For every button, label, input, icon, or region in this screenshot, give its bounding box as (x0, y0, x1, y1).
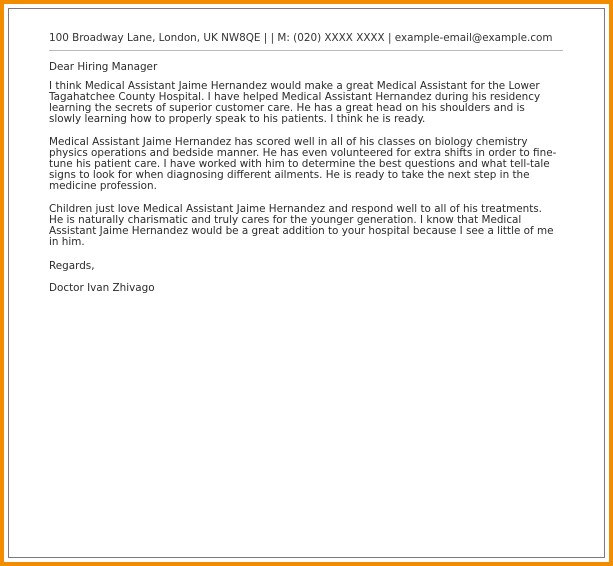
paragraph-3: Children just love Medical Assistant Jaime Hernandez and respond well to all of his treatments. He is naturally charismatic and truly cares for the younger generation. I know that Medical Assistant Jaime Hernandez would be a great addition to your hospital because I see a little of me in him. (49, 203, 554, 248)
contact-line: 100 Broadway Lane, London, UK NW8QE | | M: (020) XXXX XXXX | example-email@example.com (49, 32, 553, 44)
closing: Regards, (49, 260, 95, 272)
signature: Doctor Ivan Zhivago (49, 282, 155, 294)
header-divider (49, 50, 563, 51)
paragraph-2: Medical Assistant Jaime Hernandez has scored well in all of his classes on biology chemistry physics operations and bedside manner. He has even volunteered for extra shifts in order to fine-tune his patient care. I have worked with him to determine the best questions and what tell-tale signs to look for when diagnosing different ailments. He is ready to take the next step in the medicine profession. (49, 136, 557, 192)
salutation: Dear Hiring Manager (49, 61, 158, 73)
letter-document (49, 33, 569, 294)
paragraph-1: I think Medical Assistant Jaime Hernandez would make a great Medical Assistant for the Lower Tagahatchee County Hospital. I have helped Medical Assistant Hernandez during his residency learning the secrets of superior customer care. He has a great head on his shoulders and is slowly learning how to properly speak to his patients. I think he is ready. (49, 80, 541, 125)
